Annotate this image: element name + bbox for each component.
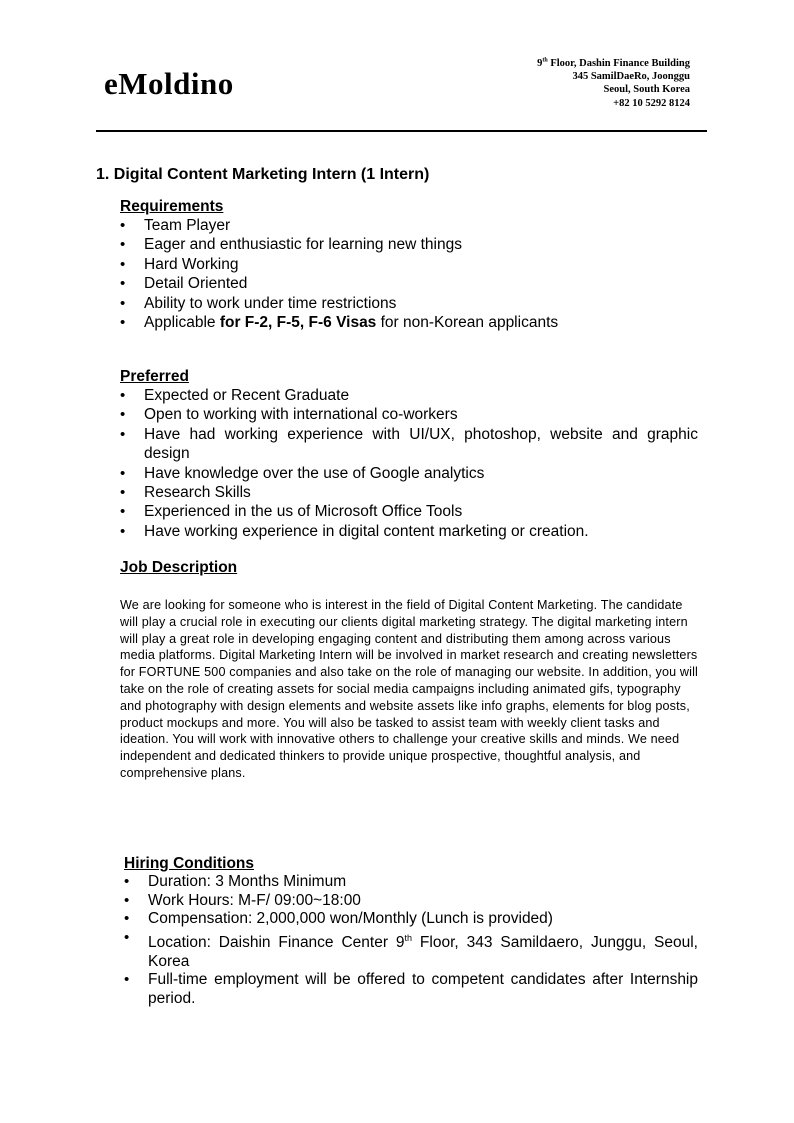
- list-item: • Eager and enthusiastic for learning new things: [120, 235, 698, 254]
- requirements-heading: Requirements: [120, 198, 224, 215]
- job-description-heading: Job Description: [120, 559, 238, 576]
- job-description-text: We are looking for someone who is interest in the field of Digital Content Marketing. The candidate will play a crucial role in executing our clients digital marketing strategy. The digital marketing intern will play a great role in developing engaging content and distributing them among across various media platforms. Digital Marketing Intern will be involved in market research and creating newsletters for FORTUNE 500 companies and also take on the role of managing our website. In addition, you will take on the role of creating assets for social media campaigns including animated gifs, typography and photography with design elements and website assets like info graphs, elements for blog posts, product mockups and more. You will also be tasked to assist team with weekly client tasks and ideation. You will work with innovative others to challenge your creative skills and minds. We need independent and dedicated thinkers to provide unique prospective, thoughtful analysis, and comprehensive plans.: [120, 598, 698, 780]
- list-item: • Have had working experience with UI/UX, photoshop, website and graphic design: [120, 425, 698, 464]
- list-item: • Ability to work under time restrictions: [120, 294, 698, 313]
- list-item: • Experienced in the us of Microsoft Office Tools: [120, 502, 698, 521]
- list-item: • Open to working with international co-workers: [120, 405, 698, 424]
- address-line-3: Seoul, South Korea: [603, 84, 690, 96]
- hiring-conditions-heading: Hiring Conditions: [124, 855, 255, 872]
- preferred-list: [120, 386, 698, 541]
- company-address: [537, 57, 690, 110]
- job-title: 1. Digital Content Marketing Intern (1 Intern): [96, 166, 430, 183]
- list-item: • Team Player: [120, 216, 698, 235]
- list-item: • Compensation: 2,000,000 won/Monthly (Lunch is provided): [124, 910, 698, 929]
- address-line-2: 345 SamilDaeRo, Joonggu: [572, 71, 690, 83]
- company-logo: eMoldino: [104, 66, 234, 101]
- list-item: • Research Skills: [120, 483, 698, 502]
- address-line-1: 9th Floor, Dashin Finance Building: [537, 57, 690, 69]
- list-item: • Expected or Recent Graduate: [120, 386, 698, 405]
- preferred-section: [120, 367, 698, 541]
- visa-types: for F-2, F-5, F-6 Visas: [219, 314, 377, 332]
- list-item: • Have knowledge over the use of Google analytics: [120, 464, 698, 483]
- job-description-section: [120, 558, 698, 782]
- list-item: • Duration: 3 Months Minimum: [124, 873, 698, 892]
- list-item: • Full-time employment will be offered to competent candidates after Internship period.: [124, 971, 698, 1008]
- list-item-visa: • Applicable for F-2, F-5, F-6 Visas for non-Korean applicants: [120, 313, 698, 332]
- hiring-conditions-section: [124, 854, 698, 1008]
- list-item: • Work Hours: M-F/ 09:00~18:00: [124, 892, 698, 911]
- list-item: • Detail Oriented: [120, 274, 698, 293]
- address-phone: +82 10 5292 8124: [613, 97, 690, 109]
- hiring-conditions-list: [124, 873, 698, 1008]
- requirements-list: [120, 216, 698, 332]
- list-item-location: • Location: Daishin Finance Center 9th Floor, 343 Samildaero, Junggu, Seoul, Korea: [124, 929, 698, 971]
- preferred-heading: Preferred: [120, 368, 189, 385]
- list-item: • Hard Working: [120, 255, 698, 274]
- requirements-section: [120, 197, 698, 332]
- header-divider: [96, 130, 707, 132]
- list-item: • Have working experience in digital content marketing or creation.: [120, 522, 698, 541]
